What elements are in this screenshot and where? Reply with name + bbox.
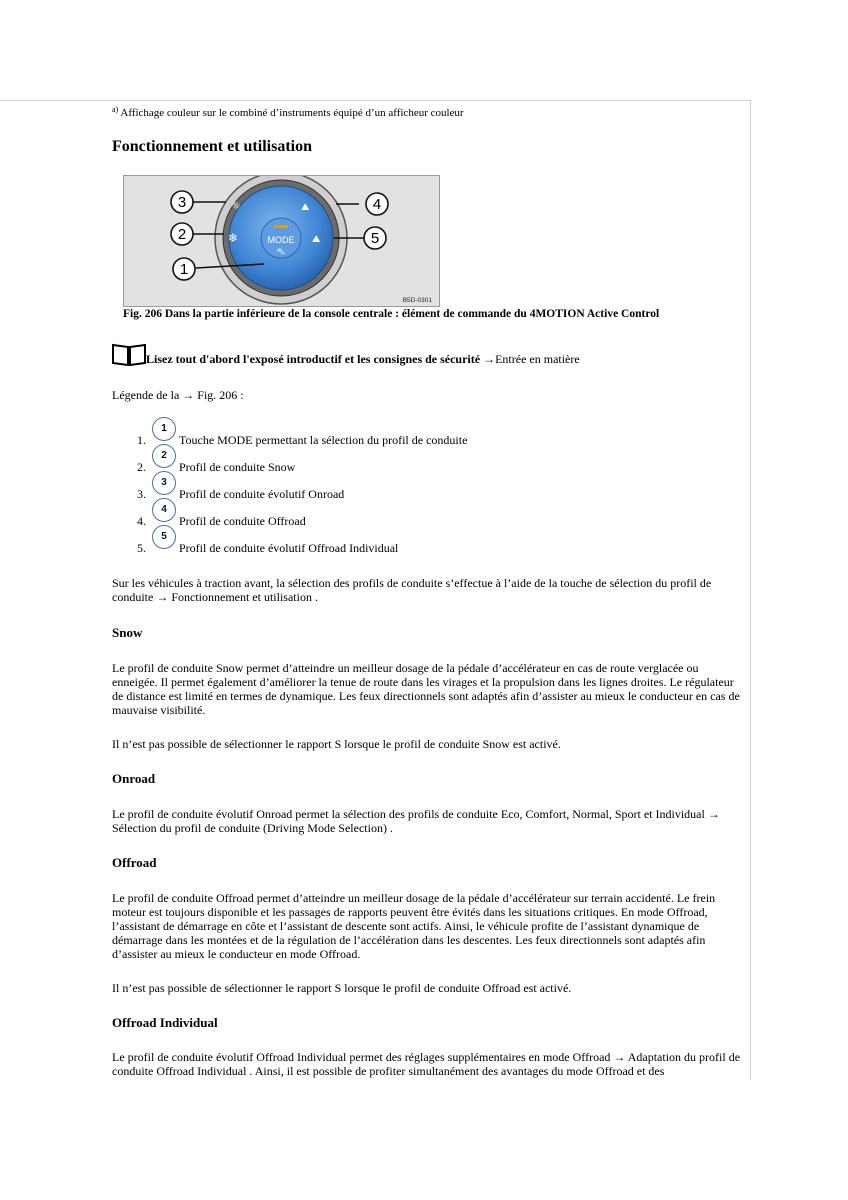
- list-item: [137, 420, 467, 447]
- legend-intro: Légende de la → Fig. 206 :: [112, 388, 244, 402]
- dial-illustration: [124, 176, 439, 306]
- callout-5: 5: [370, 230, 380, 247]
- read-first-notice: [112, 342, 580, 366]
- mode-label: MODE: [267, 235, 295, 245]
- page-border-top: [0, 100, 750, 101]
- footnote-marker: a): [112, 105, 119, 114]
- callout-badge-4: 4: [152, 498, 176, 522]
- heading-onroad: Onroad: [112, 771, 156, 786]
- callout-4: 4: [372, 196, 382, 213]
- list-item: [137, 447, 467, 474]
- list-item: [137, 474, 467, 501]
- list-text: Profil de conduite évolutif Offroad Individual: [179, 541, 399, 555]
- car-icon: ⛍: [276, 247, 286, 256]
- read-first-text: Lisez tout d'abord l'exposé introductif et les consignes de sécurité: [146, 352, 481, 366]
- list-text: Profil de conduite Offroad: [179, 514, 306, 528]
- list-number: 5.: [137, 541, 146, 555]
- onroad-icon: ⛗: [232, 201, 240, 212]
- book-icon: [112, 342, 146, 366]
- page-border-right: [750, 100, 751, 1080]
- list-text: Profil de conduite évolutif Onroad: [179, 487, 345, 501]
- list-text: Profil de conduite Snow: [179, 460, 296, 474]
- offroad-individual-icon: ⛰: [312, 234, 321, 245]
- list-item: [137, 501, 467, 528]
- list-number: 1.: [137, 433, 146, 447]
- mode-led: [274, 225, 288, 228]
- offroad-paragraph-2: Il n’est pas possible de sélectionner le rapport S lorsque le profil de conduite Offroad est activé.: [112, 981, 572, 995]
- intro-paragraph: Sur les véhicules à traction avant, la sélection des profils de conduite s’effectue à l’aide de la touche de sélection du profil de conduite → Fonctionnement et utilisation .: [112, 576, 712, 604]
- heading-offroad: Offroad: [112, 855, 157, 870]
- callout-badge-2: 2: [152, 444, 176, 468]
- legend-list: [137, 420, 467, 555]
- figure-caption: Fig. 206 Dans la partie inférieure de la console centrale : élément de commande du 4MOTION Active Control: [123, 308, 660, 320]
- list-number: 3.: [137, 487, 146, 501]
- callout-badge-5: 5: [152, 525, 176, 549]
- onroad-paragraph-1: Le profil de conduite évolutif Onroad permet la sélection des profils de conduite Eco, Comfort, Normal, Sport et Individual → Sélection du profil de conduite (Driving Mode Selection) .: [112, 807, 720, 835]
- callout-3: 3: [177, 194, 187, 211]
- list-text: Touche MODE permettant la sélection du profil de conduite: [179, 433, 468, 447]
- snow-paragraph-1: Le profil de conduite Snow permet d’atteindre un meilleur dosage de la pédale d’accélérateur en cas de route verglacée ou enneigée. Il permet également d’améliorer la tenue de route dans les virages et la propulsion dans les lignes droites. Le régulateur de distance est limité en termes de dynamique. Les feux directionnels sont adaptés afin d’assister au mieux le conducteur en cas de mauvaise visibilité.: [112, 661, 740, 717]
- read-first-link[interactable]: →Entrée en matière: [483, 352, 580, 366]
- heading-offroad-individual: Offroad Individual: [112, 1015, 218, 1030]
- list-number: 4.: [137, 514, 146, 528]
- callout-badge-3: 3: [152, 471, 176, 495]
- footnote-text: Affichage couleur sur le combiné d’instruments équipé d’un afficheur couleur: [120, 107, 464, 119]
- heading-snow: Snow: [112, 625, 143, 640]
- snow-paragraph-2: Il n’est pas possible de sélectionner le rapport S lorsque le profil de conduite Snow est activé.: [112, 737, 561, 751]
- page-title: Fonctionnement et utilisation: [112, 138, 312, 155]
- footnote: [112, 103, 464, 120]
- list-item: [137, 528, 467, 555]
- callout-1: 1: [179, 261, 189, 278]
- callout-2: 2: [177, 226, 187, 243]
- list-number: 2.: [137, 460, 146, 474]
- figure-code: B5D-0301: [402, 297, 432, 304]
- callout-badge-1: 1: [152, 417, 176, 441]
- figure-control-dial: [123, 175, 440, 307]
- offroad-mountain-icon: ⛰: [301, 202, 310, 213]
- offroad-paragraph-1: Le profil de conduite Offroad permet d’atteindre un meilleur dosage de la pédale d’accélérateur sur terrain accidenté. Le frein moteur est toujours disponible et les passages de rapports peuvent être évités dans les situations critiques. En mode Offroad, l’assistant de démarrage en côte et l’assistant de descente sont actifs. Ainsi, le véhicule profite de l’assistant dynamique de démarrage dans les montées et de la régulation de l’accélération dans les descentes. Les feux directionnels sont adaptés afin d’assister au mieux le conducteur en mode Offroad.: [112, 891, 716, 961]
- offroad-individual-paragraph-1: Le profil de conduite évolutif Offroad Individual permet des réglages supplémentaires en mode Offroad → Adaptation du profil de conduite Offroad Individual . Ainsi, il est possible de profiter simultanément des avantages du mode Offroad et des: [112, 1050, 741, 1078]
- snowflake-icon: ❄: [228, 231, 239, 245]
